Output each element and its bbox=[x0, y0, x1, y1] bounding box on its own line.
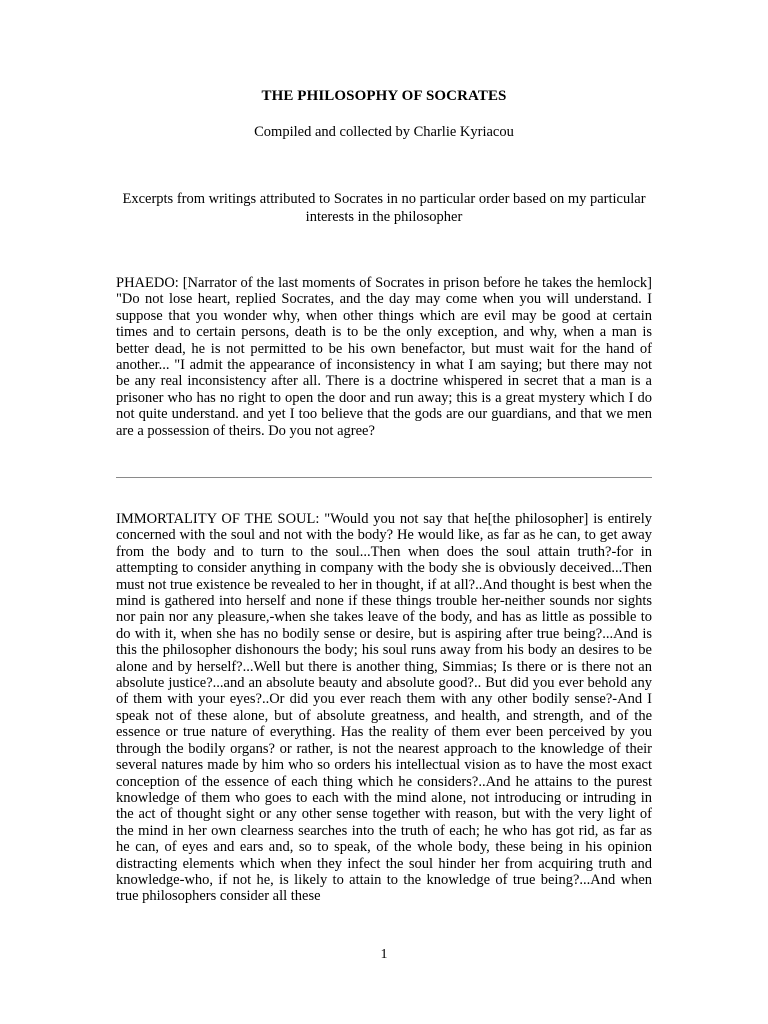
document-intro: Excerpts from writings attributed to Socrates in no particular order based on my particular interests in the philosopher bbox=[122, 191, 646, 225]
page-number: 1 bbox=[380, 947, 388, 962]
section-phaedo: PHAEDO: [Narrator of the last moments of Socrates in prison before he takes the hemlock] "Do not lose heart, replied Socrates, and the day may come when you will understand. I suppose that you wonder why, when other things which are evil may be good at certain times and to certain persons, death is to be the only exception, and why, when a man is better dead, he is not permitted to be his own benefactor, but must wait for the hand of another... "I admit the appearance of inconsistency in what I am saying; but there may not be any real inconsistency after all. There is a doctrine whispered in secret that a man is a prisoner who has no right to open the door and run away; this is a great mystery which I do not quite understand. and yet I too believe that the gods are our guardians, and that we men are a possession of theirs. Do you not agree? bbox=[116, 275, 652, 439]
section-divider bbox=[116, 477, 652, 478]
document-title: THE PHILOSOPHY OF SOCRATES bbox=[261, 88, 507, 104]
document-byline: Compiled and collected by Charlie Kyriacou bbox=[254, 124, 514, 140]
section-immortality-of-the-soul: IMMORTALITY OF THE SOUL: "Would you not say that he[the philosopher] is entirely concerned with the soul and not with the body? He would like, as far as he can, to get away from the body and to turn to the soul...Then when does the soul attain truth?-for in attempting to consider anything in company with the body she is obviously deceived...Then must not true existence be revealed to her in thought, if at all?..And thought is best when the mind is gathered into herself and none if these things trouble her-neither sounds nor sights nor pain nor any pleasure,-when she takes leave of the body, and has as little as possible to do with it, when she has no bodily sense or desire, but is aspiring after true being?...And is this the philosopher dishonours the body; his soul runs away from his body an desires to be alone and by herself?...Well but there is another thing, Simmias; Is there or is there not an absolute justice?...and an absolute beauty and absolute good?.. But did you ever behold any of them with your eyes?..Or did you ever reach them with any other bodily sense?-And I speak not of these alone, but of absolute greatness, and health, and strength, and of the essence or true nature of everything. Has the reality of them ever been perceived by you through the bodily organs? or rather, is not the nearest approach to the knowledge of their several natures made by him who so orders his intellectual vision as to have the most exact conception of the essence of each thing which he considers?..And he attains to the purest knowledge of them who goes to each with the mind alone, not introducing or intruding in the act of thought sight or any other sense together with reason, but with the very light of the mind in her own clearness searches into the truth of each; he who has got rid, as far as he can, of eyes and ears and, so to speak, of the whole body, these being in his opinion distracting elements which when they infect the soul hinder her from acquiring truth and knowledge-who, if not he, is likely to attain to the knowledge of true being?...And when true philosophers consider all these bbox=[116, 511, 652, 905]
